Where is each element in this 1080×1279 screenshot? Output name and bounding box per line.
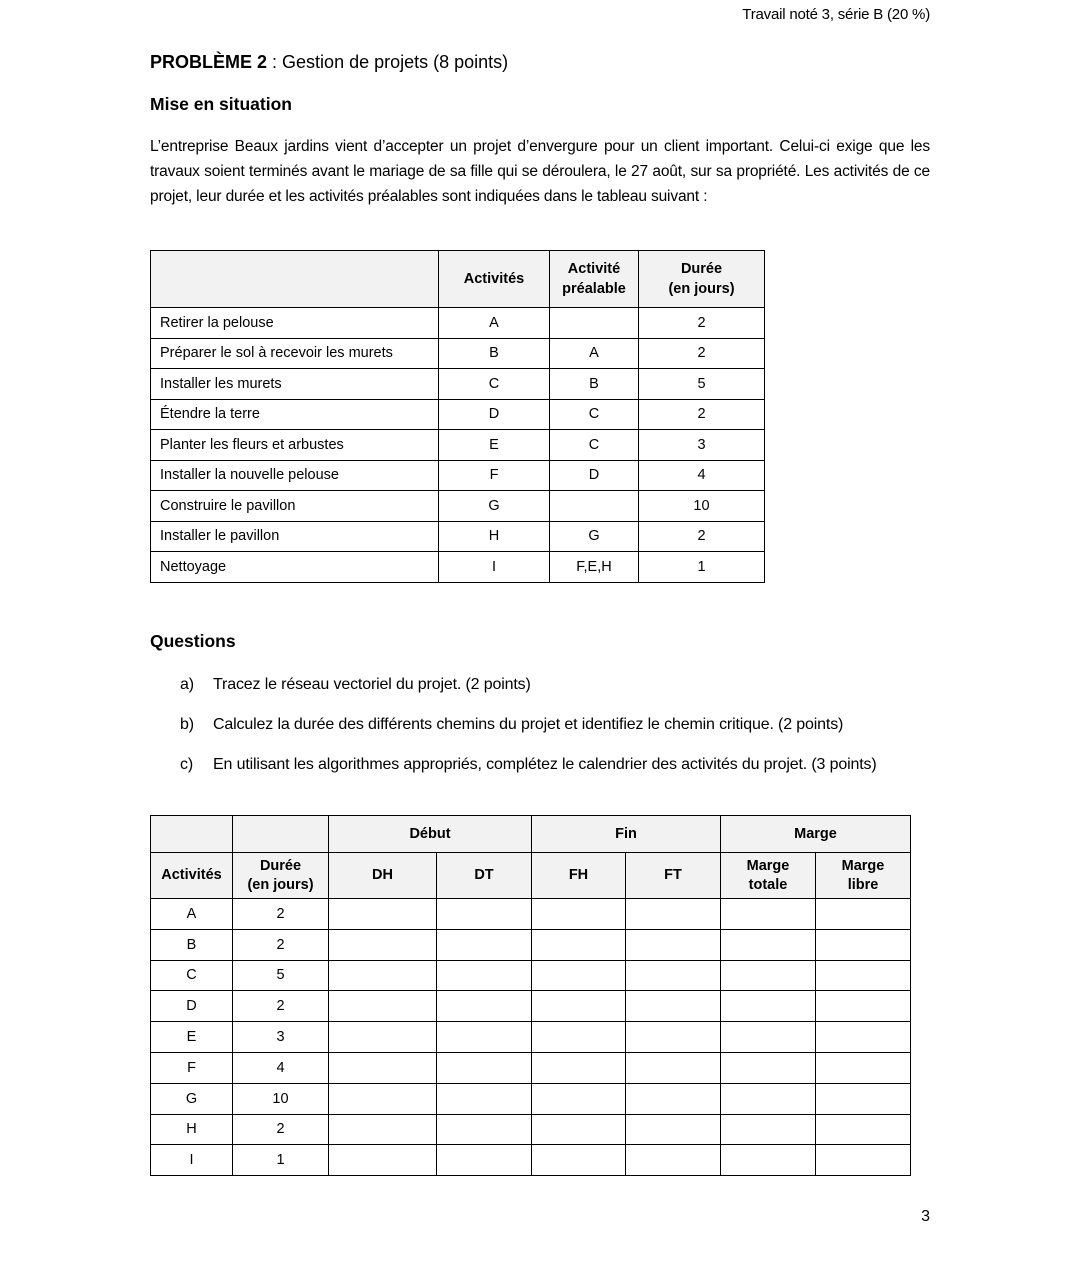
cell-duration: 5 [233,960,329,991]
table-row [151,1022,911,1053]
cell-total-slack [721,1145,816,1176]
cell-duration: 5 [639,369,765,400]
cell-dh [329,1022,437,1053]
activities-table-header-row [151,251,765,308]
header-prerequisite [550,251,639,308]
table-row [151,991,911,1022]
schedule-table [150,815,911,1176]
cell-prerequisite [550,491,639,522]
schedule-header-row [151,853,911,899]
table-row [151,1114,911,1145]
cell-activity: I [151,1145,233,1176]
cell-duration: 3 [233,1022,329,1053]
cell-duration: 2 [639,308,765,339]
cell-dh [329,1114,437,1145]
header-duration-line1: Durée [259,857,302,874]
header-fh: FH [532,853,626,899]
cell-description: Étendre la terre [151,399,439,430]
cell-ft [626,1083,721,1114]
situation-paragraph: L’entreprise Beaux jardins vient d’accepter un projet d’envergure pour un client important. Celui-ci exige que les travaux soient terminés avant le mariage de sa fille qui se déroulera, le 27 août, sur sa propriété. Les activités de ce projet, leur durée et les activités préalables sont indiquées dans le tableau suivant : [150,138,930,205]
cell-total-slack [721,991,816,1022]
cell-dh [329,929,437,960]
cell-dt [437,1052,532,1083]
cell-activity: E [439,430,550,461]
cell-duration: 2 [639,399,765,430]
cell-activity: B [439,338,550,369]
header-description [151,251,439,308]
problem-title [150,52,508,73]
cell-total-slack [721,1114,816,1145]
problem-title-text: Gestion de projets (8 points) [282,52,509,72]
group-header-start: Début [329,816,532,853]
cell-prerequisite: B [550,369,639,400]
cell-activity: C [439,369,550,400]
cell-activity: A [151,899,233,930]
cell-activity: F [439,460,550,491]
cell-dh [329,899,437,930]
cell-fh [532,1145,626,1176]
cell-duration: 2 [233,929,329,960]
question-item [180,713,930,737]
header-activity: Activités [439,251,550,308]
cell-ft [626,1145,721,1176]
cell-prerequisite: A [550,338,639,369]
header-activity: Activités [151,853,233,899]
cell-free-slack [816,1145,911,1176]
cell-fh [532,1083,626,1114]
header-prerequisite-line1: Activité [567,261,621,277]
cell-activity: F [151,1052,233,1083]
question-label: c) [180,756,194,773]
questions-list [180,673,930,793]
cell-ft [626,899,721,930]
cell-description: Nettoyage [151,552,439,583]
cell-total-slack [721,1052,816,1083]
cell-dt [437,929,532,960]
cell-ft [626,960,721,991]
cell-ft [626,991,721,1022]
cell-description: Planter les fleurs et arbustes [151,430,439,461]
cell-total-slack [721,899,816,930]
question-text: Calculez la durée des différents chemins du projet et identifiez le chemin critique. (2 points) [213,716,844,733]
header-ft: FT [626,853,721,899]
group-header-slack: Marge [721,816,911,853]
cell-free-slack [816,899,911,930]
table-row [151,1145,911,1176]
question-item [180,753,930,777]
table-row [151,960,911,991]
cell-duration: 2 [639,521,765,552]
header-duration-line2: (en jours) [247,876,314,893]
cell-total-slack [721,929,816,960]
cell-total-slack [721,960,816,991]
cell-duration: 2 [233,991,329,1022]
cell-dh [329,1052,437,1083]
header-total-slack [721,853,816,899]
cell-activity: E [151,1022,233,1053]
cell-free-slack [816,1052,911,1083]
cell-total-slack [721,1083,816,1114]
header-prerequisite-line2: préalable [562,281,626,297]
cell-prerequisite: C [550,430,639,461]
cell-duration: 10 [233,1083,329,1114]
group-header-end: Fin [532,816,721,853]
question-text: Tracez le réseau vectoriel du projet. (2 points) [213,676,531,693]
cell-fh [532,899,626,930]
cell-description: Installer le pavillon [151,521,439,552]
cell-activity: G [439,491,550,522]
table-row [151,521,765,552]
cell-activity: G [151,1083,233,1114]
cell-fh [532,1114,626,1145]
table-row [151,338,765,369]
page-header: Travail noté 3, série B (20 %) [742,6,930,23]
cell-prerequisite: C [550,399,639,430]
cell-duration: 2 [233,899,329,930]
cell-activity: B [151,929,233,960]
cell-fh [532,929,626,960]
table-row [151,369,765,400]
cell-activity: D [151,991,233,1022]
cell-free-slack [816,1022,911,1053]
cell-duration: 3 [639,430,765,461]
header-dh: DH [329,853,437,899]
header-free-slack-line1: Marge [841,857,885,874]
cell-dt [437,1022,532,1053]
cell-duration: 2 [233,1114,329,1145]
cell-duration: 1 [639,552,765,583]
question-item [180,673,930,697]
cell-ft [626,1114,721,1145]
cell-activity: C [151,960,233,991]
group-header-empty [233,816,329,853]
question-label: b) [180,716,194,733]
page-number: 3 [921,1208,930,1225]
cell-duration: 1 [233,1145,329,1176]
cell-dh [329,991,437,1022]
header-duration [233,853,329,899]
header-duration-line1: Durée [680,261,723,277]
cell-duration: 4 [233,1052,329,1083]
cell-fh [532,960,626,991]
table-row [151,430,765,461]
header-dt: DT [437,853,532,899]
cell-dt [437,991,532,1022]
cell-description: Construire le pavillon [151,491,439,522]
table-row [151,552,765,583]
header-free-slack [816,853,911,899]
cell-ft [626,1022,721,1053]
schedule-group-header-row [151,816,911,853]
cell-activity: H [151,1114,233,1145]
table-row [151,899,911,930]
cell-activity: A [439,308,550,339]
header-duration-line2: (en jours) [668,281,735,297]
cell-dh [329,1145,437,1176]
cell-activity: D [439,399,550,430]
cell-free-slack [816,1114,911,1145]
cell-dh [329,960,437,991]
table-row [151,308,765,339]
cell-duration: 2 [639,338,765,369]
activities-table [150,250,765,583]
questions-heading: Questions [150,631,236,651]
cell-ft [626,929,721,960]
cell-description: Préparer le sol à recevoir les murets [151,338,439,369]
cell-dt [437,1114,532,1145]
cell-fh [532,1022,626,1053]
cell-description: Installer les murets [151,369,439,400]
situation-heading: Mise en situation [150,94,292,114]
cell-dt [437,960,532,991]
question-text: En utilisant les algorithmes appropriés, complétez le calendrier des activités du projet. (3 points) [213,756,877,773]
cell-free-slack [816,960,911,991]
header-total-slack-line2: totale [748,876,788,893]
cell-prerequisite: G [550,521,639,552]
cell-duration: 10 [639,491,765,522]
problem-label: PROBLÈME 2 [150,52,268,72]
header-total-slack-line1: Marge [746,857,790,874]
cell-dt [437,899,532,930]
table-row [151,460,765,491]
table-row [151,1052,911,1083]
cell-prerequisite: F,E,H [550,552,639,583]
cell-free-slack [816,991,911,1022]
cell-prerequisite [550,308,639,339]
cell-free-slack [816,929,911,960]
question-label: a) [180,676,194,693]
cell-duration: 4 [639,460,765,491]
cell-dt [437,1145,532,1176]
cell-prerequisite: D [550,460,639,491]
table-row [151,399,765,430]
table-row [151,929,911,960]
cell-fh [532,1052,626,1083]
cell-activity: H [439,521,550,552]
cell-description: Retirer la pelouse [151,308,439,339]
cell-free-slack [816,1083,911,1114]
cell-ft [626,1052,721,1083]
cell-activity: I [439,552,550,583]
table-row [151,1083,911,1114]
cell-description: Installer la nouvelle pelouse [151,460,439,491]
cell-dh [329,1083,437,1114]
group-header-empty [151,816,233,853]
cell-dt [437,1083,532,1114]
cell-fh [532,991,626,1022]
cell-total-slack [721,1022,816,1053]
header-duration [639,251,765,308]
problem-separator: : [267,52,283,72]
table-row [151,491,765,522]
header-free-slack-line2: libre [847,876,879,893]
